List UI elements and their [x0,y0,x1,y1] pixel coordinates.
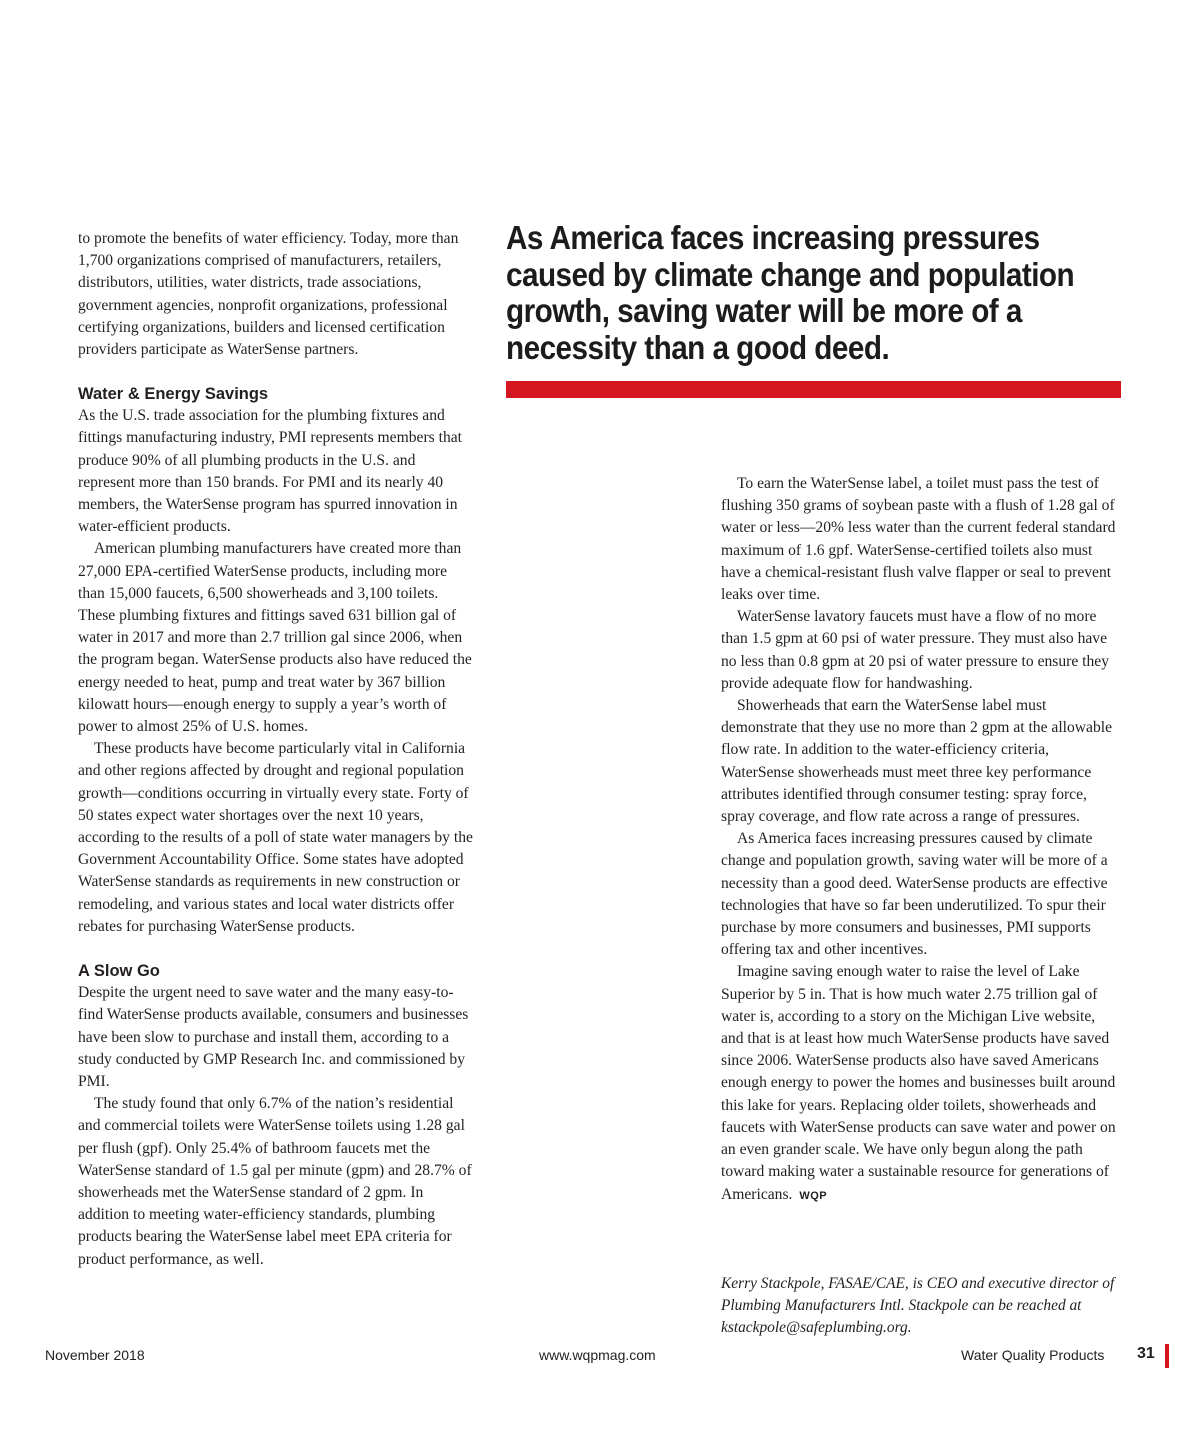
section-heading-slow-go: A Slow Go [78,962,160,981]
body-paragraph: Showerheads that earn the WaterSense label must demonstrate that they use no more than 2 gpm at the allowable flow rate. In addition to the water-efficiency criteria, WaterSense showerheads must meet three key performance attributes identified through consumer testing: spray force, spray coverage, and flow rate across a range of pressures. [721,697,1113,826]
intro-paragraph: to promote the benefits of water efficiency. Today, more than 1,700 organizations comprised of manufacturers, retailers, distributors, utilities, water districts, trade associations, government agencies, nonprofit organizations, professional certifying organizations, builders and licensed certification providers participate as WaterSense partners. [78,230,459,359]
section-heading-energy-savings: Water & Energy Savings [78,385,269,404]
right-column [721,473,1121,1207]
footer-accent-bar [1165,1344,1169,1368]
left-column [78,228,476,1271]
body-paragraph: Despite the urgent need to save water and the many easy-to-find WaterSense products available, consumers and businesses have been slow to purchase and install them, according to a study conducted by GMP Research Inc. and commissioned by PMI. [78,984,469,1090]
footer-magazine-name: Water Quality Products [961,1347,1105,1363]
body-paragraph: American plumbing manufacturers have created more than 27,000 EPA-certified WaterSense products, including more than 15,000 faucets, 6,500 showerheads and 3,100 toilets. These plumbing fixtures and fittings saved 631 billion gal of water in 2017 and more than 2.7 trillion gal since 2006, when the program began. WaterSense products also have reduced the energy needed to heat, pump and treat water by 367 billion kilowatt hours—enough energy to supply a year’s worth of power to almost 25% of U.S. homes. [78,540,472,736]
page-footer [0,1344,1199,1368]
body-paragraph: As the U.S. trade association for the plumbing fixtures and fittings manufacturing industry, PMI represents members that produce 90% of all plumbing products in the U.S. and represent more than 150 brands. For PMI and its nearly 40 members, the WaterSense program has spurred innovation in water-efficient products. [78,407,462,536]
pull-quote-rule [506,381,1121,398]
spacer [78,938,476,960]
pull-quote: As America faces increasing pressures caused by climate change and population growth, saving water will be more of a necessity than a good deed. [506,219,1075,366]
body-paragraph: The study found that only 6.7% of the nation’s residential and commercial toilets were WaterSense toilets using 1.28 gal per flush (gpf). Only 25.4% of bathroom faucets met the WaterSense standard of 1.5 gal per minute (gpm) and 28.7% of showerheads met the WaterSense standard of 2 gpm. In addition to meeting water-efficiency standards, plumbing products bearing the WaterSense label meet EPA criteria for product performance, as well. [78,1095,472,1268]
page-number: 31 [1137,1345,1155,1362]
body-paragraph: WaterSense lavatory faucets must have a flow of no more than 1.5 gpm at 60 psi of water pressure. They must also have no less than 0.8 gpm at 20 psi of water pressure to ensure they provide adequate flow for handwashing. [721,608,1110,692]
body-paragraph: To earn the WaterSense label, a toilet must pass the test of flushing 350 grams of soybean paste with a flush of 1.28 gal of water or less—20% less water than the current federal standard maximum of 1.6 gpf. WaterSense-certified toilets also must have a chemical-resistant flush valve flapper or seal to prevent leaks over time. [721,475,1116,604]
body-paragraph: As America faces increasing pressures caused by climate change and population growth, saving water will be more of a necessity than a good deed. WaterSense products are effective technologies that have so far been underutilized. To spur their purchase by more consumers and businesses, PMI supports offering tax and other incentives. [721,830,1108,959]
final-paragraph-text: Imagine saving enough water to raise the level of Lake Superior by 5 in. That is how much water 2.75 trillion gal of water is, according to a story on the Michigan Live website, and that is at least how much WaterSense products have saved since 2006. WaterSense products also have saved Americans enough energy to power the homes and businesses built around this lake for years. Replacing older toilets, showerheads and faucets with WaterSense products can save water and power on an even grander scale. We have only begun along the path toward making water a sustainable resource for generations of Americans. [721,963,1116,1203]
end-mark: WQP [799,1189,828,1202]
final-paragraph [721,961,1121,1206]
author-bio: Kerry Stackpole, FASAE/CAE, is CEO and executive director of Plumbing Manufacturers Intl. Stackpole can be reached at kstackpole@safeplumbing.org. [721,1275,1115,1337]
footer-date: November 2018 [45,1347,145,1363]
footer-url[interactable]: www.wqpmag.com [539,1347,656,1363]
body-paragraph: These products have become particularly vital in California and other regions affected by drought and regional population growth—conditions occurring in virtually every state. Forty of 50 states expect water shortages over the next 10 years, according to the results of a poll of state water managers by the Government Accountability Office. Some states have adopted WaterSense standards as requirements in new construction or remodeling, and various states and local water districts offer rebates for purchasing WaterSense products. [78,740,473,935]
spacer [78,361,476,383]
